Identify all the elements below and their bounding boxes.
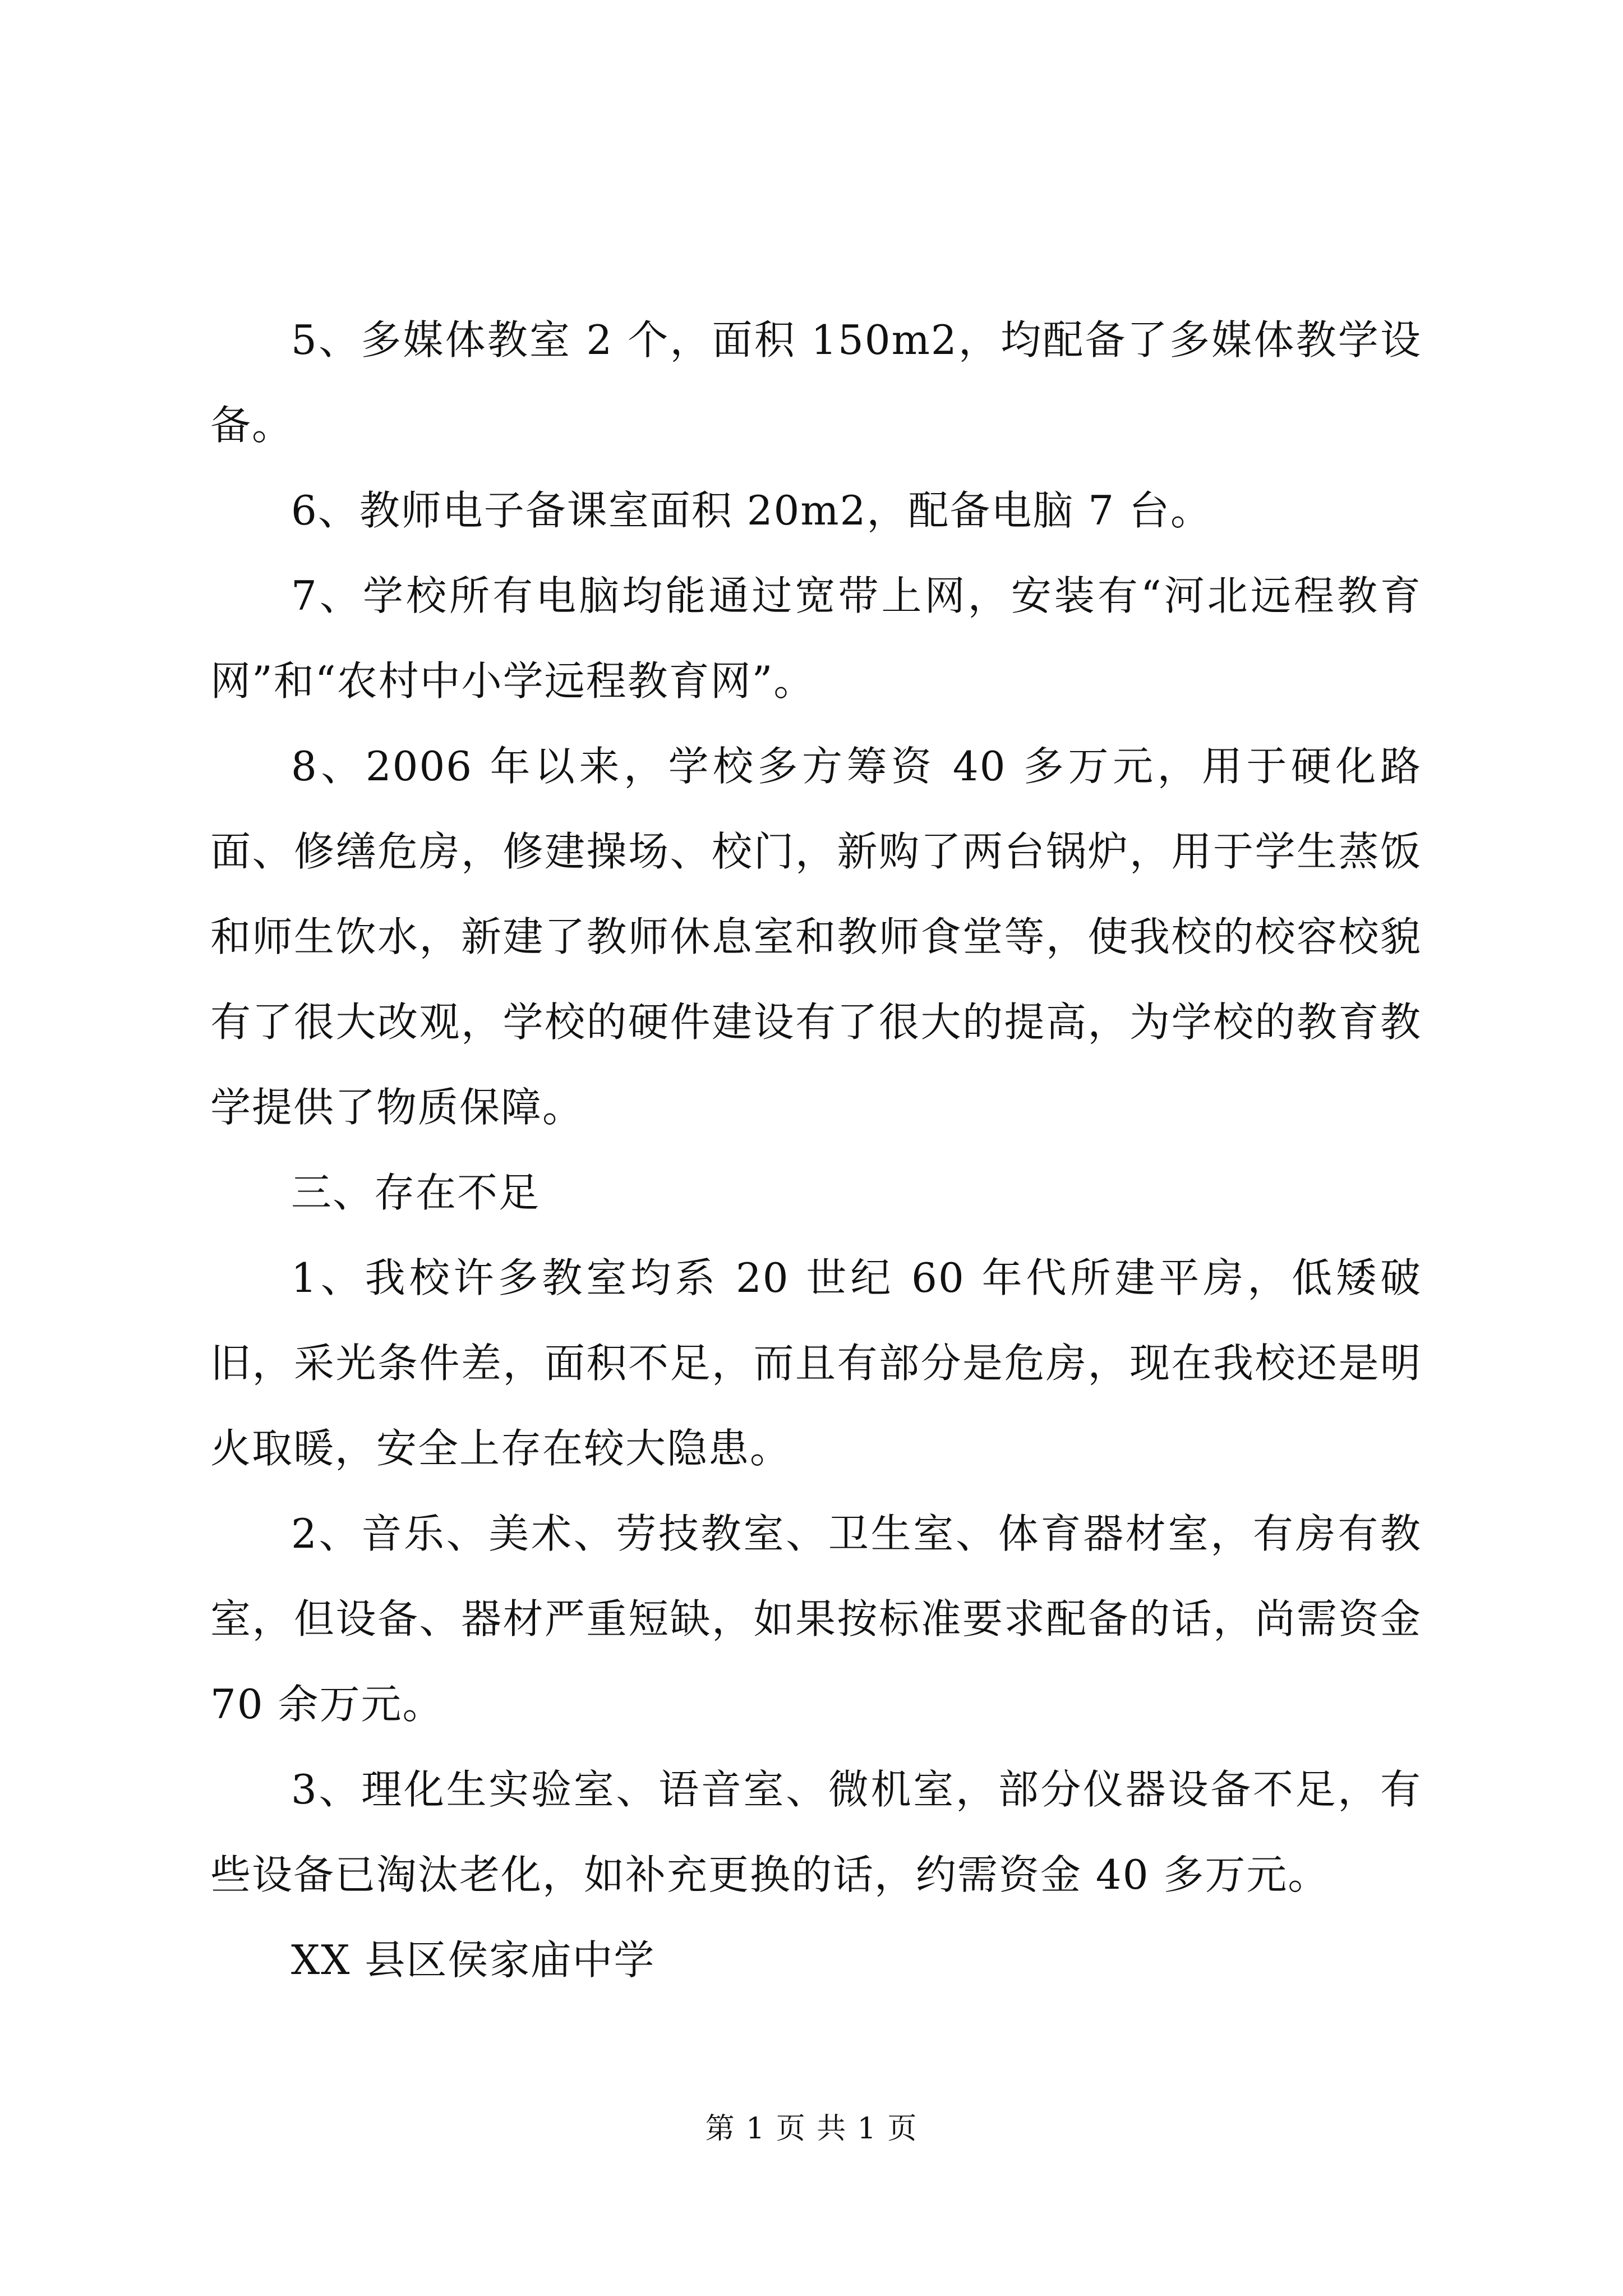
document-body (210, 297, 1422, 2003)
signature-school-name: XX 县区侯家庙中学 (291, 1936, 656, 1984)
paragraph-item-6: 6、教师电子备课室面积 20m2，配备电脑 7 台。 (291, 487, 1212, 534)
shortcoming-item-2: 2、音乐、美术、劳技教室、卫生室、体育器材室，有房有教室，但设备、器材严重短缺，如果按标准要求配备的话，尚需资金 70 余万元。 (210, 1510, 1422, 1728)
shortcoming-item-1: 1、我校许多教室均系 20 世纪 60 年代所建平房，低矮破旧，采光条件差，面积不足，而且有部分是危房，现在我校还是明火取暖，安全上存在较大隐患。 (210, 1254, 1422, 1472)
paragraph-item-7: 7、学校所有电脑均能通过宽带上网，安装有“河北远程教育网”和“农村中小学远程教育网”。 (210, 572, 1422, 705)
page-footer: 第 1 页 共 1 页 (705, 2112, 918, 2146)
paragraph-item-8: 8、2006 年以来，学校多方筹资 40 多万元，用于硬化路面、修缮危房，修建操场、校门，新购了两台锅炉，用于学生蒸饭和师生饮水，新建了教师休息室和教师食堂等，使我校的校容校貌有了很大改观，学校的硬件建设有了很大的提高，为学校的教育教学提供了物质保障。 (210, 743, 1422, 1131)
paragraph-item-5: 5、多媒体教室 2 个，面积 150m2，均配备了多媒体教学设备。 (210, 316, 1422, 449)
section-heading-shortcomings: 三、存在不足 (291, 1169, 541, 1216)
shortcoming-item-3: 3、理化生实验室、语音室、微机室，部分仪器设备不足，有些设备已淘汰老化，如补充更换的话，约需资金 40 多万元。 (210, 1766, 1422, 1898)
